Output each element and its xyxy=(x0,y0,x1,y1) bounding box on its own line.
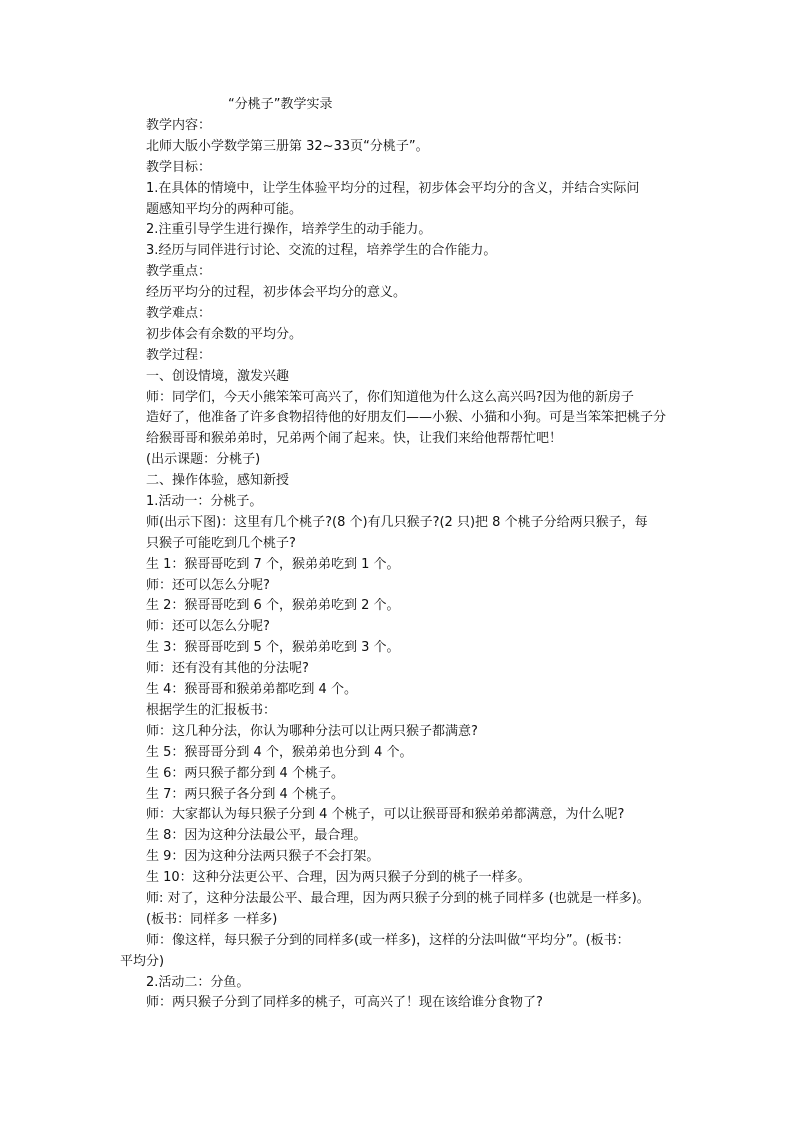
text-line: 生 8：因为这种分法最公平，最合理。 xyxy=(146,828,367,844)
text-line: 生 7：两只猴子各分到 4 个桃子。 xyxy=(146,786,344,802)
text-line: 经历平均分的过程，初步体会平均分的意义。 xyxy=(146,285,407,301)
text-line: 生 1：猴哥哥吃到 7 个，猴弟弟吃到 1 个。 xyxy=(146,556,400,572)
text-line: 生 6：两只猴子都分到 4 个桃子。 xyxy=(146,765,344,781)
text-line: 师：还可以怎么分呢? xyxy=(146,619,270,635)
text-line: 一、创设情境，激发兴趣 xyxy=(146,368,290,384)
text-line: 教学过程： xyxy=(146,347,212,363)
text-line: (板书：同样多 一样多) xyxy=(146,911,278,927)
text-line: 2.注重引导学生进行操作，培养学生的动手能力。 xyxy=(146,222,432,238)
text-line: 只猴子可能吃到几个桃子? xyxy=(146,535,296,551)
text-line: 生 4：猴哥哥和猴弟弟都吃到 4 个。 xyxy=(146,682,357,698)
text-line: 生 2：猴哥哥吃到 6 个，猴弟弟吃到 2 个。 xyxy=(146,598,400,614)
text-line: 1.活动一：分桃子。 xyxy=(146,494,263,510)
text-line: 生 3：猴哥哥吃到 5 个，猴弟弟吃到 3 个。 xyxy=(146,640,400,656)
text-line: 根据学生的汇报板书： xyxy=(146,702,277,718)
text-line: 生 9：因为这种分法两只猴子不会打架。 xyxy=(146,849,380,865)
text-line: 3.经历与同伴进行讨论、交流的过程，培养学生的合作能力。 xyxy=(146,243,497,259)
text-line: (出示课题：分桃子) xyxy=(146,452,261,468)
text-line: 师：这几种分法，你认为哪种分法可以让两只猴子都满意? xyxy=(146,723,478,739)
text-line: 师(出示下图)：这里有几个桃子?(8 个)有几只猴子?(2 只)把 8 个桃子分给两只猴子，每 xyxy=(146,514,648,530)
text-line: 师：同学们，今天小熊笨笨可高兴了，你们知道他为什么这么高兴吗?因为他的新房子 xyxy=(146,389,634,405)
text-line: 平均分) xyxy=(120,953,165,969)
text-line: 师: 对了，这种分法最公平、最合理，因为两只猴子分到的桃子同样多 (也就是一样多)。 xyxy=(146,890,650,906)
text-line: 教学内容： xyxy=(146,118,212,133)
text-line: 题感知平均分的两种可能。 xyxy=(146,201,303,217)
text-line: 北师大版小学数学第三册第 32~33页“分桃子”。 xyxy=(146,138,429,154)
text-line: 造好了，他准备了许多食物招待他的好朋友们——小猴、小猫和小狗。可是当笨笨把桃子分 xyxy=(146,410,667,426)
text-line: 教学重点： xyxy=(146,264,212,280)
text-line: 师：还可以怎么分呢? xyxy=(146,577,270,593)
text-line: 二、操作体验，感知新授 xyxy=(146,473,290,489)
document-title: “分桃子”教学实录 xyxy=(228,97,333,112)
text-line: 1.在具体的情境中，让学生体验平均分的过程，初步体会平均分的含义，并结合实际问 xyxy=(146,180,640,196)
text-line: 师：像这样，每只猴子分到的同样多(或一样多)，这样的分法叫做“平均分”。(板书： xyxy=(146,932,630,948)
text-line: 师：两只猴子分到了同样多的桃子，可高兴了！现在该给谁分食物了? xyxy=(146,995,543,1011)
text-line: 师：还有没有其他的分法呢? xyxy=(146,661,309,677)
text-line: 教学难点： xyxy=(146,306,212,322)
document-body xyxy=(120,116,692,1014)
text-line: 2.活动二：分鱼。 xyxy=(146,974,250,990)
text-line: 生 10：这种分法更公平、合理，因为两只猴子分到的桃子一样多。 xyxy=(146,870,531,886)
text-line: 教学目标： xyxy=(146,159,212,175)
text-line: 给猴哥哥和猴弟弟时，兄弟两个闹了起来。快，让我们来给他帮帮忙吧！ xyxy=(146,431,563,447)
text-line: 初步体会有余数的平均分。 xyxy=(146,326,303,342)
text-line: 师：大家都认为每只猴子分到 4 个桃子，可以让猴哥哥和猴弟弟都满意，为什么呢? xyxy=(146,807,625,823)
text-line: 生 5：猴哥哥分到 4 个，猴弟弟也分到 4 个。 xyxy=(146,744,413,760)
